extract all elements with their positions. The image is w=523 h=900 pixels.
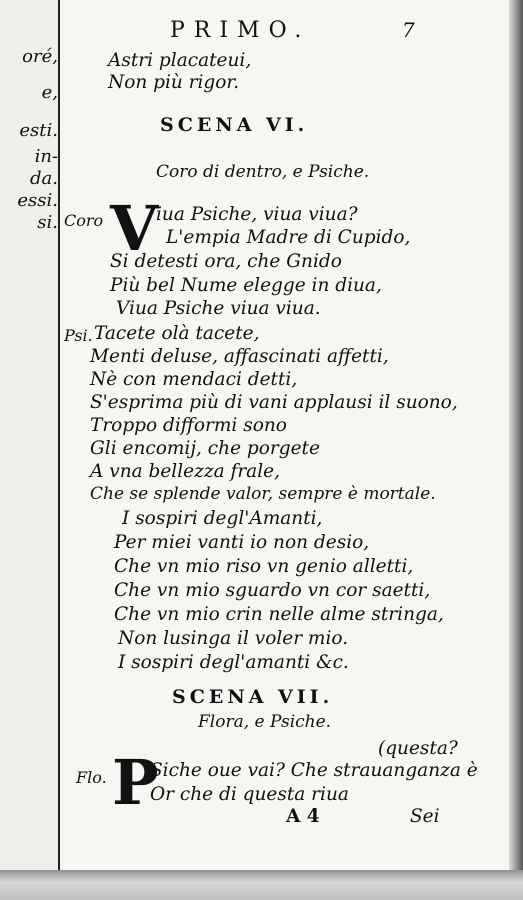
scene-characters: Flora, e Psiche. (198, 712, 332, 732)
verse-line: Nè con mendaci detti, (90, 369, 298, 390)
speaker-label: Coro (64, 211, 104, 230)
verse-line: Più bel Nume elegge in diua, (110, 275, 382, 296)
verse-line: Viua Psiche viua viua. (116, 298, 321, 319)
aria-line: I sospiri degl'amanti &c. (118, 652, 349, 673)
verse-line: A vna bellezza frale, (90, 461, 280, 482)
scene-characters: Coro di dentro, e Psiche. (156, 162, 370, 182)
aria-line: Per miei vanti io non desio, (114, 532, 370, 553)
page-edge-shadow (509, 0, 523, 880)
facing-fragment: essi. (17, 190, 58, 211)
verse-line: Si detesti ora, che Gnido (110, 251, 342, 272)
book-bottom-edge (0, 870, 523, 900)
verse-line: Non più rigor. (108, 72, 240, 93)
speaker-label: Psi. (64, 326, 93, 345)
aria-line: I sospiri degl'Amanti, (122, 508, 323, 529)
facing-page (0, 0, 58, 880)
drop-capital: P (112, 746, 159, 819)
verse-line: Troppo difformi sono (90, 415, 287, 436)
turnover-word: (questa? (378, 738, 458, 759)
verse-line: L'empia Madre di Cupido, (166, 227, 411, 248)
scene-title: SCENA VII. (172, 686, 334, 708)
scene-title: SCENA VI. (160, 114, 309, 136)
signature-mark: A 4 (286, 806, 320, 827)
facing-fragment: da. (30, 168, 58, 189)
verse-line: Gli encomij, che porgete (90, 438, 320, 459)
verse-line: Menti deluse, affascinati affetti, (90, 346, 389, 367)
aria-line: Che vn mio crin nelle alme stringa, (114, 604, 444, 625)
verse-line: Or che di questa riua (150, 784, 349, 805)
catchword: Sei (410, 806, 440, 827)
facing-fragment: esti. (19, 120, 58, 141)
speaker-label: Flo. (76, 768, 107, 787)
verse-line: S'esprima più di vani applausi il suono, (90, 392, 458, 413)
aria-line: Che vn mio sguardo vn cor saetti, (114, 580, 431, 601)
aria-line: Non lusinga il voler mio. (118, 628, 349, 649)
running-head-title: PRIMO. (170, 18, 311, 43)
verse-line: Siche oue vai? Che strauanganza è (150, 760, 478, 781)
drop-capital: V (110, 192, 159, 265)
verse-line: Tacete olà tacete, (94, 323, 260, 344)
page-number: 7 (402, 18, 415, 42)
facing-fragment: si. (37, 212, 58, 233)
verse-line: Astri placateui, (108, 50, 252, 71)
facing-fragment: e, (41, 82, 58, 103)
verse-line: iua Psiche, viua viua? (156, 204, 358, 225)
aria-line: Che vn mio riso vn genio alletti, (114, 556, 414, 577)
facing-fragment: oré, (22, 46, 58, 67)
verse-line: Che se splende valor, sempre è mortale. (90, 484, 436, 504)
facing-fragment: in- (34, 146, 58, 167)
